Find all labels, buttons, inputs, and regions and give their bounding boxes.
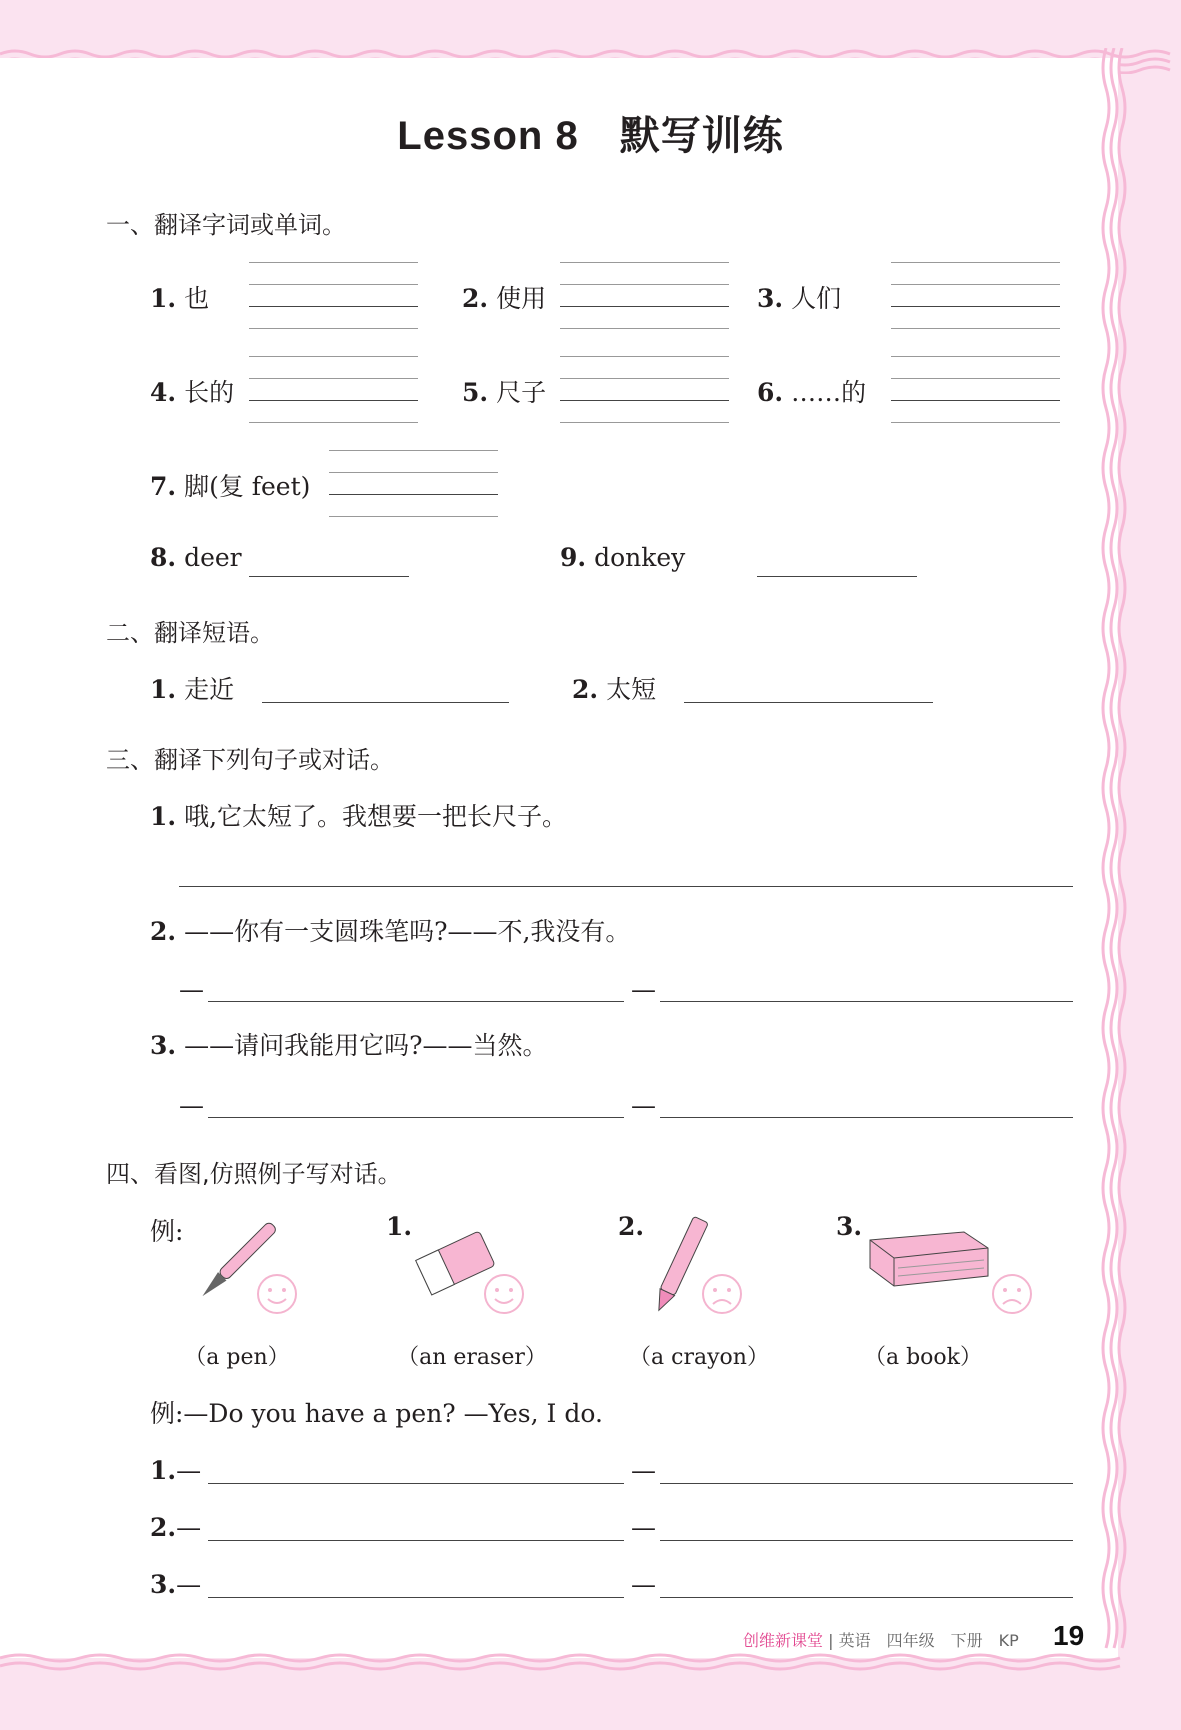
book-info: 英语 四年级 下册 KP [838, 1631, 1019, 1650]
page-number: 19 [1053, 1620, 1085, 1651]
book-icon [864, 1228, 994, 1290]
footer [743, 1628, 1019, 1651]
sentence-2: 2. ——你有一支圆珠笔吗?——不,我没有。 [150, 917, 631, 946]
writing-line [249, 328, 418, 329]
answer-row-1: 1.— [150, 1456, 202, 1485]
answer-line[interactable] [208, 1540, 624, 1541]
answer-line[interactable] [262, 702, 509, 703]
dash: — [179, 1091, 204, 1120]
sentence-3: 3. ——请问我能用它吗?——当然。 [150, 1031, 548, 1060]
caption-eraser: （an eraser） [397, 1345, 547, 1370]
writing-line [249, 284, 418, 285]
vocab-item-1: 1. 也 [150, 284, 210, 313]
answer-line[interactable] [757, 576, 917, 577]
caption-book: （a book） [863, 1345, 983, 1370]
picture-label-3: 3. [836, 1212, 863, 1241]
dash: — [631, 975, 656, 1004]
writing-line [329, 472, 498, 473]
phrase-2: 2. 太短 [572, 675, 657, 704]
writing-line [249, 356, 418, 357]
vocab-item-7: 7. 脚(复 feet) [150, 472, 311, 501]
separator: | [828, 1631, 834, 1650]
answer-line[interactable] [660, 1117, 1073, 1118]
section-4-heading: 四、看图,仿照例子写对话。 [106, 1160, 402, 1188]
writing-line [891, 356, 1060, 357]
writing-line [329, 516, 498, 517]
answer-row-2: 2.— [150, 1513, 202, 1542]
writing-line [560, 356, 729, 357]
writing-line [560, 328, 729, 329]
right-wave-border [1098, 48, 1132, 1668]
writing-line[interactable] [560, 306, 729, 307]
example-dialogue: 例:—Do you have a pen? —Yes, I do. [150, 1399, 603, 1428]
answer-line[interactable] [208, 1597, 624, 1598]
picture-label-2: 2. [618, 1212, 645, 1241]
vocab-item-8: 8. deer [150, 543, 242, 572]
answer-row-3: 3.— [150, 1570, 202, 1599]
writing-line [560, 262, 729, 263]
section-2-heading: 二、翻译短语。 [106, 619, 274, 647]
answer-line[interactable] [660, 1483, 1073, 1484]
dash: — [179, 975, 204, 1004]
happy-face-icon [482, 1272, 526, 1316]
dash: — [631, 1091, 656, 1120]
writing-line [560, 284, 729, 285]
writing-line [891, 328, 1060, 329]
answer-line[interactable] [660, 1540, 1073, 1541]
writing-line[interactable] [249, 400, 418, 401]
answer-line[interactable] [208, 1117, 624, 1118]
section-1-heading: 一、翻译字词或单词。 [106, 211, 346, 239]
caption-pen: （a pen） [184, 1345, 290, 1370]
brand-name: 创维新课堂 [743, 1631, 824, 1650]
picture-label-example: 例: [150, 1217, 184, 1246]
dash: — [631, 1456, 656, 1485]
vocab-item-6: 6. ……的 [757, 378, 867, 407]
sentence-1: 1. 哦,它太短了。我想要一把长尺子。 [150, 802, 568, 831]
writing-line [560, 422, 729, 423]
answer-line[interactable] [179, 886, 1073, 887]
writing-line [891, 284, 1060, 285]
writing-line[interactable] [891, 306, 1060, 307]
dash: — [631, 1570, 656, 1599]
sad-face-icon [700, 1272, 744, 1316]
writing-line[interactable] [891, 400, 1060, 401]
writing-line [249, 378, 418, 379]
vocab-item-5: 5. 尺子 [462, 378, 547, 407]
picture-label-1: 1. [386, 1212, 413, 1241]
writing-line [249, 262, 418, 263]
page-title: Lesson 8 默写训练 [397, 114, 784, 158]
answer-line[interactable] [684, 702, 933, 703]
happy-face-icon [255, 1272, 299, 1316]
vocab-item-4: 4. 长的 [150, 378, 235, 407]
writing-line[interactable] [560, 400, 729, 401]
answer-line[interactable] [208, 1001, 624, 1002]
caption-crayon: （a crayon） [629, 1345, 769, 1370]
answer-line[interactable] [660, 1001, 1073, 1002]
writing-line [891, 422, 1060, 423]
answer-line[interactable] [208, 1483, 624, 1484]
answer-line[interactable] [249, 576, 409, 577]
vocab-item-3: 3. 人们 [757, 284, 842, 313]
phrase-1: 1. 走近 [150, 675, 235, 704]
writing-line[interactable] [249, 306, 418, 307]
writing-line [560, 378, 729, 379]
answer-line[interactable] [660, 1597, 1073, 1598]
sad-face-icon [990, 1272, 1034, 1316]
dash: — [631, 1513, 656, 1542]
writing-line [891, 378, 1060, 379]
vocab-item-2: 2. 使用 [462, 284, 547, 313]
writing-line [891, 262, 1060, 263]
writing-line[interactable] [329, 494, 498, 495]
vocab-item-9: 9. donkey [560, 543, 686, 572]
section-3-heading: 三、翻译下列句子或对话。 [106, 746, 394, 774]
bottom-wave-border [0, 1652, 1181, 1678]
writing-line [329, 450, 498, 451]
writing-line [249, 422, 418, 423]
